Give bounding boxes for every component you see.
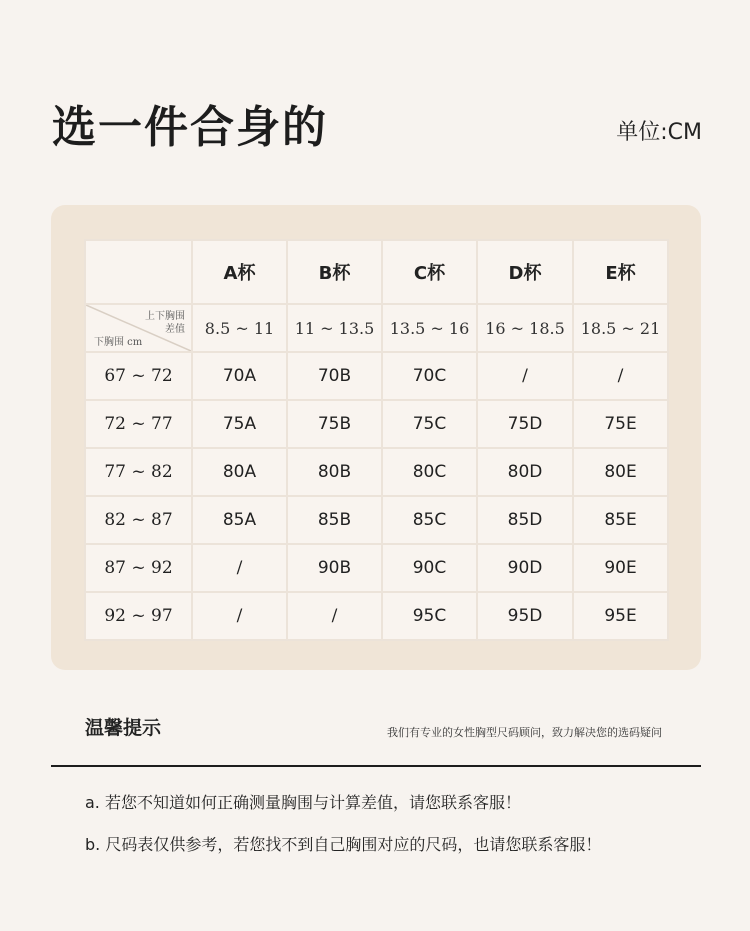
size-cell: 75A — [192, 400, 287, 448]
tips-side-text: 我们有专业的女性胸型尺码顾问，致力解决您的选码疑问 — [387, 726, 662, 739]
size-cell: 80E — [573, 448, 668, 496]
size-cell: 95C — [382, 592, 477, 640]
size-cell: / — [573, 352, 668, 400]
table-row — [85, 496, 668, 544]
size-cell: 80B — [287, 448, 382, 496]
size-cell: 80C — [382, 448, 477, 496]
size-cell: 90C — [382, 544, 477, 592]
size-cell: 75C — [382, 400, 477, 448]
size-cell: 70A — [192, 352, 287, 400]
cup-header: B杯 — [287, 240, 382, 304]
tip-note: b. 尺码表仅供参考，若您找不到自己胸围对应的尺码，也请您联系客服！ — [85, 835, 602, 854]
empty-header-cell — [85, 240, 192, 304]
table-row — [85, 544, 668, 592]
table-row — [85, 592, 668, 640]
underbust-cell: 67 ~ 72 — [85, 352, 192, 400]
size-cell: 75E — [573, 400, 668, 448]
difference-cell: 18.5 ~ 21 — [573, 304, 668, 352]
table-row — [85, 352, 668, 400]
size-cell: 75B — [287, 400, 382, 448]
difference-cell: 11 ~ 13.5 — [287, 304, 382, 352]
corner-cell — [85, 304, 192, 352]
size-cell: 85A — [192, 496, 287, 544]
size-cell: 70C — [382, 352, 477, 400]
size-cell: 85E — [573, 496, 668, 544]
cup-header: D杯 — [477, 240, 573, 304]
difference-cell: 8.5 ~ 11 — [192, 304, 287, 352]
size-cell: 95D — [477, 592, 573, 640]
underbust-axis-label: 下胸围 cm — [94, 337, 143, 348]
size-cell: / — [287, 592, 382, 640]
page-title: 选一件合身的 — [52, 102, 328, 153]
size-cell: 70B — [287, 352, 382, 400]
underbust-cell: 72 ~ 77 — [85, 400, 192, 448]
difference-axis-label-line1: 上下胸围 — [145, 311, 185, 322]
size-cell: 95E — [573, 592, 668, 640]
size-cell: 80A — [192, 448, 287, 496]
cup-header: A杯 — [192, 240, 287, 304]
size-cell: / — [192, 544, 287, 592]
difference-axis-label-line2: 差值 — [165, 324, 185, 335]
size-cell: 85C — [382, 496, 477, 544]
difference-cell: 13.5 ~ 16 — [382, 304, 477, 352]
size-cell: / — [192, 592, 287, 640]
cup-header: E杯 — [573, 240, 668, 304]
underbust-cell: 87 ~ 92 — [85, 544, 192, 592]
size-cell: 85B — [287, 496, 382, 544]
table-row — [85, 448, 668, 496]
difference-axis-label — [145, 310, 185, 336]
size-cell: 75D — [477, 400, 573, 448]
underbust-cell: 77 ~ 82 — [85, 448, 192, 496]
size-cell: 90D — [477, 544, 573, 592]
difference-cell: 16 ~ 18.5 — [477, 304, 573, 352]
tip-note: a. 若您不知道如何正确测量胸围与计算差值，请您联系客服！ — [85, 793, 521, 812]
difference-row — [85, 304, 668, 352]
size-cell: / — [477, 352, 573, 400]
cup-header-row — [85, 240, 668, 304]
size-cell: 85D — [477, 496, 573, 544]
table-row — [85, 400, 668, 448]
unit-label: 单位:CM — [616, 120, 702, 145]
size-chart-table — [84, 239, 669, 641]
divider — [51, 765, 701, 767]
size-cell: 80D — [477, 448, 573, 496]
size-cell: 90B — [287, 544, 382, 592]
tips-title: 温馨提示 — [85, 717, 162, 739]
underbust-cell: 82 ~ 87 — [85, 496, 192, 544]
size-cell: 90E — [573, 544, 668, 592]
cup-header: C杯 — [382, 240, 477, 304]
underbust-cell: 92 ~ 97 — [85, 592, 192, 640]
